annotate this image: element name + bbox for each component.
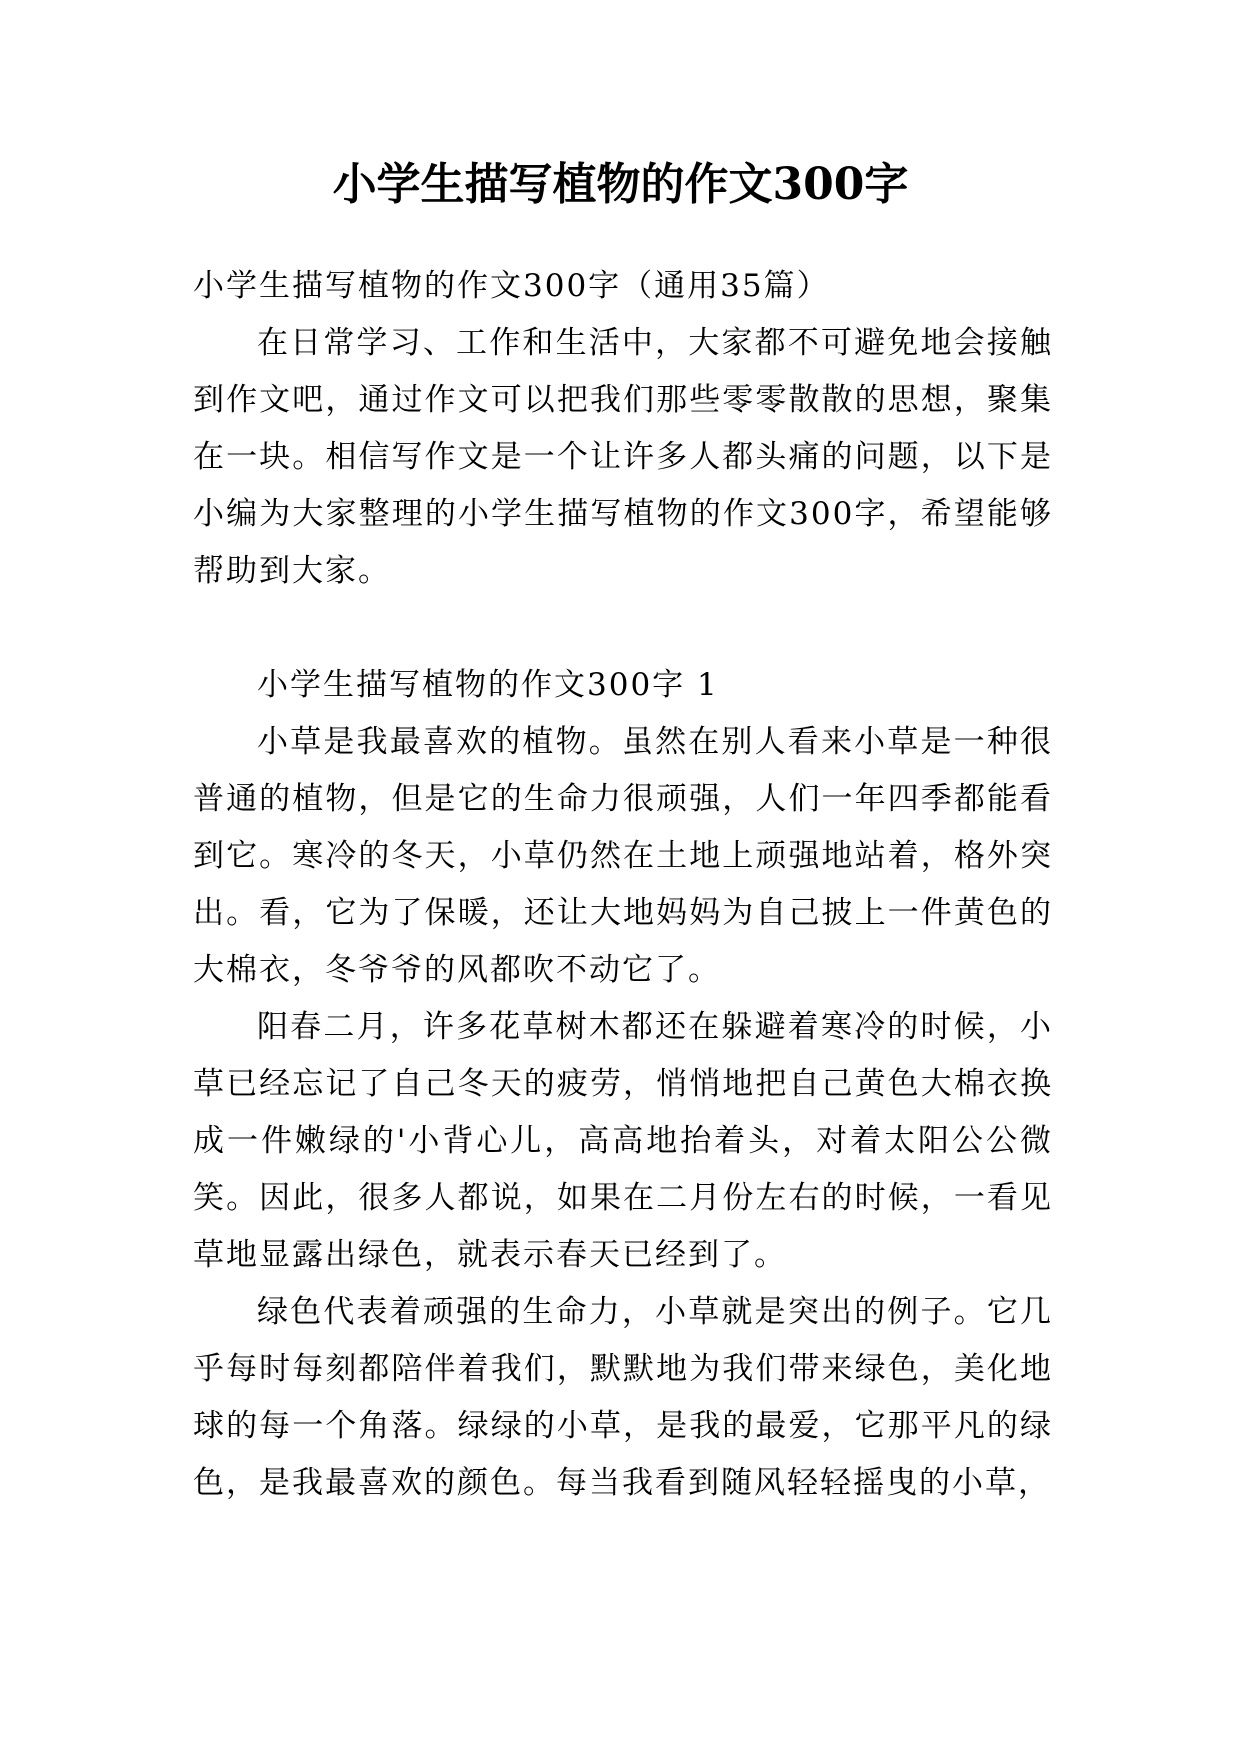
document-subtitle: 小学生描写植物的作文300字（通用35篇） [193,268,830,304]
document-title: 小学生描写植物的作文300字 [332,159,909,210]
intro-paragraph: 在日常学习、工作和生活中，大家都不可避免地会接触到作文吧，通过作文可以把我们那些零零散散的思想，聚集在一块。相信写作文是一个让许多人都头痛的问题，以下是小编为大家整理的小学生描写植物的作文300字，希望能够帮助到大家。 [193,325,1053,589]
body-paragraph-3: 绿色代表着顽强的生命力，小草就是突出的例子。它几乎每时每刻都陪伴着我们，默默地为我们带来绿色，美化地球的每一个角落。绿绿的小草，是我的最爱，它那平凡的绿色，是我最喜欢的颜色。每当我看到随风轻轻摇曳的小草， [193,1294,1053,1501]
document-body [193,258,1053,1512]
section-heading: 小学生描写植物的作文300字 1 [257,667,719,703]
body-paragraph-1: 小草是我最喜欢的植物。虽然在别人看来小草是一种很普通的植物，但是它的生命力很顽强，人们一年四季都能看到它。寒冷的冬天，小草仍然在土地上顽强地站着，格外突出。看，它为了保暖，还让大地妈妈为自己披上一件黄色的大棉衣，冬爷爷的风都吹不动它了。 [193,724,1053,988]
section-spacer [193,600,1053,657]
body-paragraph-2: 阳春二月，许多花草树木都还在躲避着寒冷的时候，小草已经忘记了自己冬天的疲劳，悄悄地把自己黄色大棉衣换成一件嫩绿的'小背心儿，高高地抬着头，对着太阳公公微笑。因此，很多人都说，如果在二月份左右的时候，一看见草地显露出绿色，就表示春天已经到了。 [193,1009,1053,1273]
